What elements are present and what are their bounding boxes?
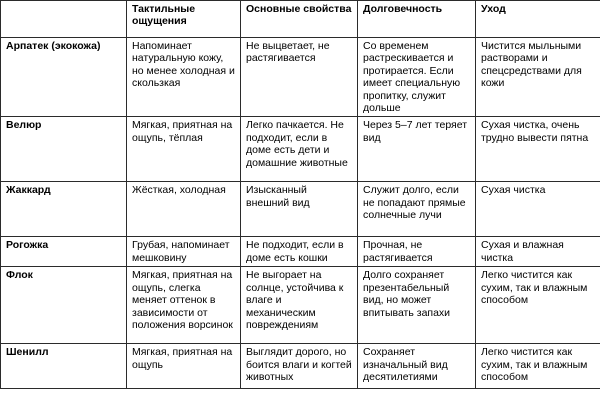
- table-row: [1, 344, 600, 389]
- tactile-cell: Мягкая, приятная на ощупь, слегка меняет оттенок в зависимости от положения ворсинок: [127, 267, 241, 344]
- header-tactile: Тактильные ощущения: [127, 1, 241, 38]
- table-row: [1, 117, 600, 182]
- header-durability: Долговечность: [358, 1, 476, 38]
- care-cell: Сухая чистка: [476, 182, 600, 237]
- table-row: [1, 182, 600, 237]
- durability-cell: Служит долго, если не попадают прямые солнечные лучи: [358, 182, 476, 237]
- care-cell: Легко чистится как сухим, так и влажным способом: [476, 267, 600, 344]
- header-care: Уход: [476, 1, 600, 38]
- tactile-cell: Грубая, напоминает мешковину: [127, 237, 241, 267]
- fabric-name-cell: Жаккард: [1, 182, 127, 237]
- properties-cell: Не выгорает на солнце, устойчива к влаге и механическим повреждениям: [241, 267, 358, 344]
- table-row: [1, 237, 600, 267]
- table-row: [1, 267, 600, 344]
- fabric-name-cell: Флок: [1, 267, 127, 344]
- fabric-name-cell: Рогожка: [1, 237, 127, 267]
- table-row: [1, 38, 600, 117]
- tactile-cell: Жёсткая, холодная: [127, 182, 241, 237]
- fabric-name-cell: Шенилл: [1, 344, 127, 389]
- tactile-cell: Напоминает натуральную кожу, но менее холодная и скользкая: [127, 38, 241, 117]
- properties-cell: Изысканный внешний вид: [241, 182, 358, 237]
- durability-cell: Долго сохраняет презентабельный вид, но может впитывать запахи: [358, 267, 476, 344]
- fabric-name-cell: Арпатек (экокожа): [1, 38, 127, 117]
- durability-cell: Прочная, не растягивается: [358, 237, 476, 267]
- tactile-cell: Мягкая, приятная на ощупь: [127, 344, 241, 389]
- care-cell: Легко чистится как сухим, так и влажным способом: [476, 344, 600, 389]
- durability-cell: Со временем растрескивается и протирается. Если имеет специальную пропитку, служит дольше: [358, 38, 476, 117]
- header-fabric-name: [1, 1, 127, 38]
- tactile-cell: Мягкая, приятная на ощупь, тёплая: [127, 117, 241, 182]
- durability-cell: Через 5–7 лет теряет вид: [358, 117, 476, 182]
- properties-cell: Не выцветает, не растягивается: [241, 38, 358, 117]
- header-properties: Основные свойства: [241, 1, 358, 38]
- fabric-name-cell: Велюр: [1, 117, 127, 182]
- header-row: [1, 1, 600, 38]
- durability-cell: Сохраняет изначальный вид десятилетиями: [358, 344, 476, 389]
- care-cell: Сухая и влажная чистка: [476, 237, 600, 267]
- care-cell: Сухая чистка, очень трудно вывести пятна: [476, 117, 600, 182]
- properties-cell: Выглядит дорого, но боится влаги и когтей животных: [241, 344, 358, 389]
- properties-cell: Не подходит, если в доме есть кошки: [241, 237, 358, 267]
- properties-cell: Легко пачкается. Не подходит, если в доме есть дети и домашние животные: [241, 117, 358, 182]
- care-cell: Чистится мыльными растворами и спецсредствами для кожи: [476, 38, 600, 117]
